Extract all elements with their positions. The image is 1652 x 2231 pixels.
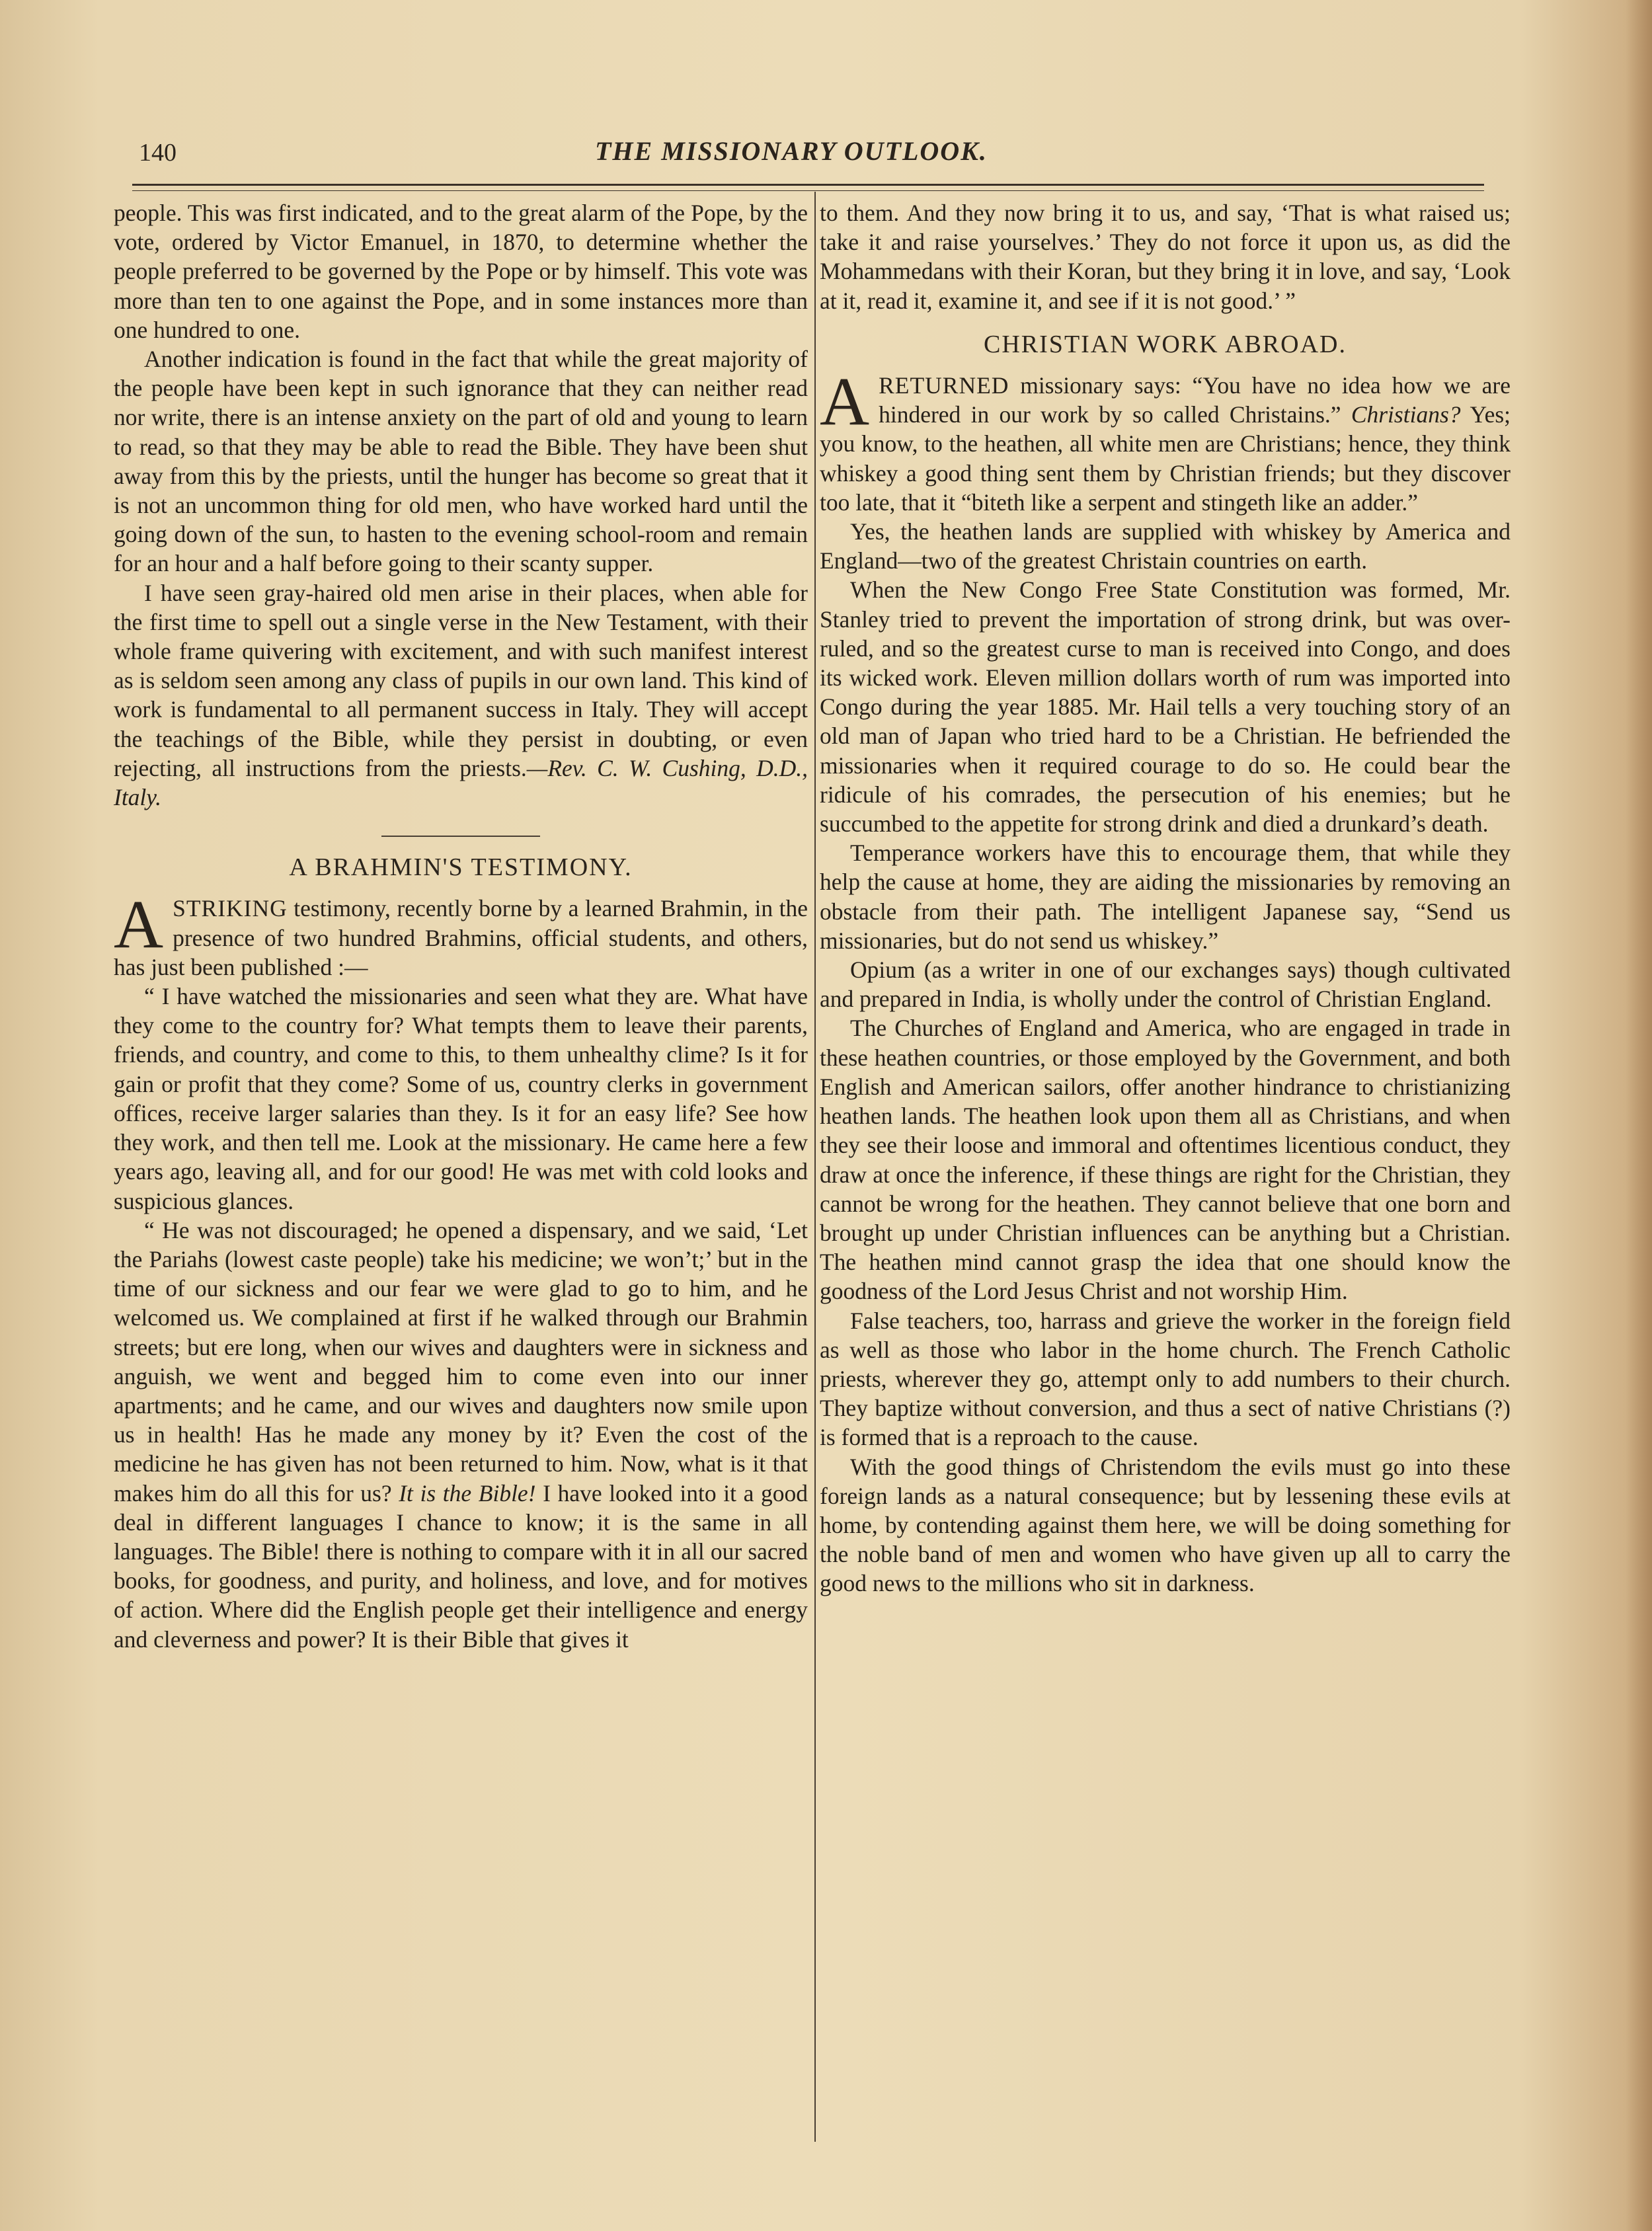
drop-cap: A	[114, 886, 164, 963]
section-heading-brahmin: A BRAHMIN'S TESTIMONY.	[289, 853, 633, 882]
header-rule	[132, 184, 1484, 186]
lead-text: missionary says: “You have no idea how we are hindered in our work by so called Christains.”	[879, 372, 1511, 428]
quote-paragraph: “ I have watched the missionaries and seen what they are. What have they come to the country for? What tempts them to leave their parents, friends, and country, and come to this, to them unhealthy clime? Is it for gain or profit that they come? Some of us, country clerks in government offices, receive larger salaries than they. Is it for an easy life? See how they work, and then tell me. Look at the missionary. He came here a few years ago, leaving all, and for our good! He was met with cold looks and suspicious glances.	[114, 983, 808, 1214]
continuation-paragraph: to them. And they now bring it to us, and say, ‘That is what raised us; take it and raise yourselves.’ They do not force it upon us, as did the Mohammedans with their Koran, but they bring it in love, and say, ‘Look at it, read it, examine it, and see if it is not good.’ ”	[820, 200, 1511, 314]
left-column	[114, 198, 808, 1654]
paragraph: Opium (as a writer in one of our exchanges says) though cultivated and prepared in India, is wholly under the control of Christian England.	[820, 957, 1511, 1013]
lead-emphasis: Christians?	[1351, 401, 1461, 428]
quote-text: “ He was not discouraged; he opened a dispensary, and we said, ‘Let the Pariahs (lowest caste people) take his medicine; we won’t;’ but in the time of our sickness and our fear we were glad to go to him, and he welcomed us. We complained at first if he walked through our Brahmin streets; but ere long, when our wives and daughters were in sickness and anguish, we went and begged him to come even into our inner apartments; and he came, and our wives and daughters now smile upon us in health! Has he made any money by it? Even the cost of the medicine he has given has not been returned to him. Now, what is it that makes him do all this for us?	[114, 1216, 808, 1507]
lead-paragraph	[820, 364, 1511, 517]
paragraph: False teachers, too, harrass and grieve the worker in the foreign field as well as those who labor in the home church. The French Catholic priests, wherever they go, attempt only to add numbers to their church. They baptize without conversion, and thus a sect of native Christians (?) is formed that is a reproach to the cause.	[820, 1307, 1511, 1451]
paragraph: Temperance workers have this to encourage them, that while they help the cause at home, they are aiding the missionaries by removing an obstacle from their path. The intelligent Japanese say, “Send us missionaries, but do not send us whiskey.”	[820, 840, 1511, 954]
paragraph: When the New Congo Free State Constitution was formed, Mr. Stanley tried to prevent the importation of strong drink, but was over-ruled, and so the greatest curse to man is received into Congo, and does its wicked work. Eleven million dollars worth of rum was imported into Congo during the year 1885. Mr. Hail tells a very touching story of an old man of Japan who tried hard to be a Christian. He befriended the missionaries when it required courage to do so. He could bear the ridicule of his comrades, the persecution of his enemies; but he succumbed to the appetite for strong drink and died a drunkard’s death.	[820, 576, 1511, 838]
lead-text: Yes; you know, to the heathen, all white men are Christians; hence, they think whiskey a good thing sent them by Christian friends; but they discover too late, that it “biteth like a serpent and stingeth like an adder.”	[820, 401, 1511, 516]
header-rule-thin	[132, 190, 1484, 191]
running-title: THE MISSIONARY OUTLOOK.	[595, 136, 988, 166]
paragraph: Another indication is found in the fact that while the great majority of the people have been kept in such ignorance that they can neither read nor write, there is an intense anxiety on the part of old and young to learn to read, so that they may be able to read the Bible. They have been shut away from this by the priests, until the hunger has become so great that it is not an uncommon thing for old men, who have worked hard until the going down of the sun, to hasten to the evening school-room and remain for an hour and a half before going to their scanty supper.	[114, 346, 808, 577]
quote-paragraph	[114, 1216, 808, 1654]
paragraph: people. This was first indicated, and to the great alarm of the Pope, by the vote, ordered by Victor Emanuel, in 1870, to determine whether the people preferred to be governed by the Pope or by himself. This vote was more than ten to one against the Pope, and in some instances more than one hundred to one.	[114, 200, 808, 343]
paragraph: The Churches of England and America, who are engaged in trade in these heathen countries, or those employed by the Government, and both English and American sailors, offer another hindrance to christianizing heathen lands. The heathen look upon them all as Christians, and when they see their loose and immoral and oftentimes licentious conduct, they draw at once the inference, if these things are right for the Christian, they cannot be wrong for the heathen. They cannot believe that one born and brought up under Christian influences can be anything but a Christian. The heathen mind cannot grasp the idea that one should know the goodness of the Lord Jesus Christ and not worship Him.	[820, 1015, 1511, 1305]
right-column	[820, 198, 1511, 1598]
quote-emphasis: It is the Bible!	[399, 1479, 536, 1507]
paragraph: Yes, the heathen lands are supplied with whiskey by America and England—two of the greatest Christain countries on earth.	[820, 518, 1511, 574]
lead-smallcaps: RETURNED	[879, 372, 1009, 399]
lead-smallcaps: STRIKING	[173, 895, 288, 922]
page-number: 140	[139, 139, 177, 167]
paragraph: With the good things of Christendom the evils must go into these foreign lands as a natural consequence; but by lessening these evils at home, by contending against them here, we will be doing something for the noble band of men and women who have given up all to carry the good news to the millions who sit in darkness.	[820, 1453, 1511, 1597]
page-spine-shadow	[1626, 0, 1652, 2231]
paragraph-text: I have seen gray-haired old men arise in their places, when able for the first time to spell out a single verse in the New Testament, with their whole frame quivering with excitement, and with such manifest interest as is seldom seen among any class of pupils in our own land. This kind of work is fundamental to all permanent success in Italy. They will accept the teachings of the Bible, while they persist in doubting, or even rejecting, all instructions from the priests.	[114, 579, 808, 781]
paragraph	[114, 578, 808, 812]
column-divider	[814, 192, 816, 2142]
page-header	[132, 129, 1487, 175]
section-divider	[381, 836, 540, 837]
section-heading-christian-work: CHRISTIAN WORK ABROAD.	[984, 330, 1347, 358]
lead-paragraph	[114, 886, 808, 982]
lead-text: testimony, recently borne by a learned Brahmin, in the presence of two hundred Brahmins, official students, and others, has just been published :—	[114, 895, 808, 980]
quote-text: I have looked into it a good deal in different languages I chance to know; it is the same in all languages. The Bible! there is nothing to compare with it in all our sacred books, for goodness, and purity, and holiness, and love, and for motives of action. Where did the English people get their intelligence and energy and cleverness and power? It is their Bible that gives it	[114, 1479, 808, 1653]
drop-cap: A	[820, 364, 870, 440]
article-signature: —Rev. C. W. Cushing, D.D., Italy.	[114, 754, 808, 811]
